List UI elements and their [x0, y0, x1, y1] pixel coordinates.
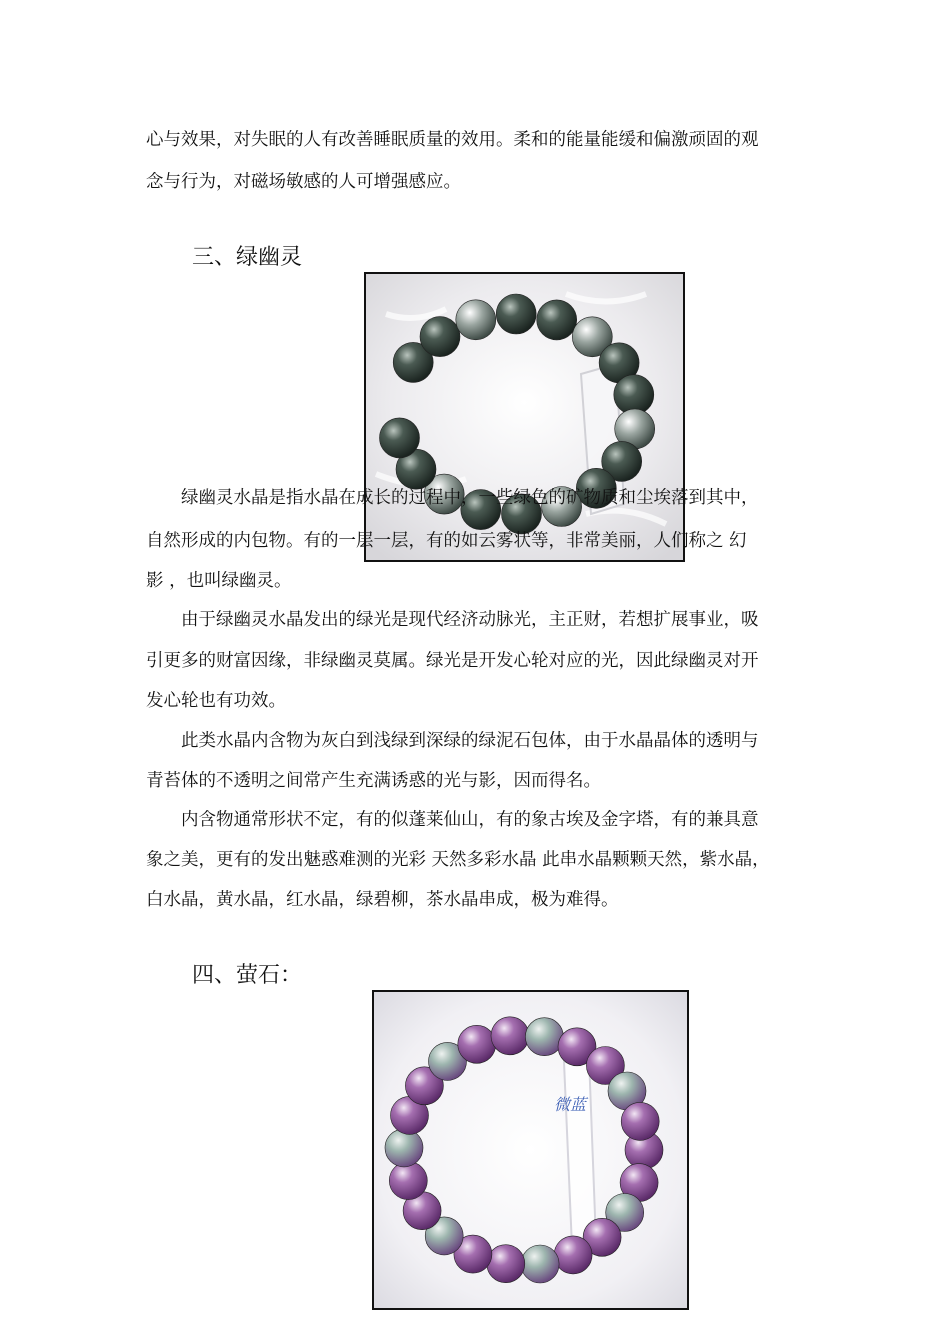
intro-line-1: 心与效果，对失眠的人有改善睡眠质量的效用。柔和的能量能缓和偏激顽固的观: [146, 130, 759, 150]
bead: [389, 1162, 427, 1200]
s3-p1-line-1: 绿幽灵水晶是指水晶在成长的过程中，一些绿色的矿物质和尘埃落到其中，: [181, 488, 759, 508]
watermark-text: 微蓝: [554, 1095, 587, 1114]
s3-p4-line-1: 内含物通常形状不定，有的似蓬莱仙山，有的象古埃及金字塔，有的兼具意: [181, 810, 759, 830]
bead: [525, 1018, 563, 1056]
bead: [537, 300, 577, 340]
bead: [420, 317, 460, 357]
fluorite-bracelet-icon: [374, 992, 687, 1308]
intro-line-2: 念与行为，对磁场敏感的人可增强感应。: [146, 172, 461, 192]
section4-heading: 四、萤石：: [192, 963, 303, 988]
bead: [496, 294, 536, 334]
green-phantom-bracelet-icon: [366, 274, 683, 560]
s3-p1-line-2: 自然形成的内包物。有的一层一层，有的如云雾状等，非常美丽，人们称之 幻: [146, 531, 747, 551]
bead: [554, 1236, 592, 1274]
bead: [491, 1017, 529, 1055]
bead: [385, 1129, 423, 1167]
fluorite-bracelet-photo: [372, 990, 689, 1310]
bead: [458, 1025, 496, 1063]
bead: [487, 1245, 525, 1283]
bead: [380, 418, 420, 458]
green-phantom-bracelet-photo: [364, 272, 685, 562]
s3-p1-line-3: 影 ，也叫绿幽灵。: [146, 571, 292, 591]
s3-p3-line-1: 此类水晶内含物为灰白到浅绿到深绿的绿泥石包体，由于水晶晶体的透明与: [181, 731, 759, 751]
bead: [621, 1102, 659, 1140]
section3-heading: 三、绿幽灵: [192, 245, 303, 270]
s3-p4-line-2: 象之美，更有的发出魅惑难测的光彩 天然多彩水晶 此串水晶颗颗天然，紫水晶，: [146, 850, 770, 870]
bead: [456, 300, 496, 340]
s3-p4-line-3: 白水晶，黄水晶，红水晶，绿碧柳，茶水晶串成，极为难得。: [146, 890, 619, 910]
s3-p2-line-2: 引更多的财富因缘，非绿幽灵莫属。绿光是开发心轮对应的光，因此绿幽灵对开: [146, 651, 759, 671]
s3-p3-line-2: 青苔体的不透明之间常产生充满诱惑的光与影，因而得名。: [146, 771, 601, 791]
s3-p2-line-3: 发心轮也有功效。: [146, 691, 286, 711]
s3-p2-line-1: 由于绿幽灵水晶发出的绿光是现代经济动脉光，主正财，若想扩展事业，吸: [181, 610, 759, 630]
bead: [521, 1245, 559, 1283]
